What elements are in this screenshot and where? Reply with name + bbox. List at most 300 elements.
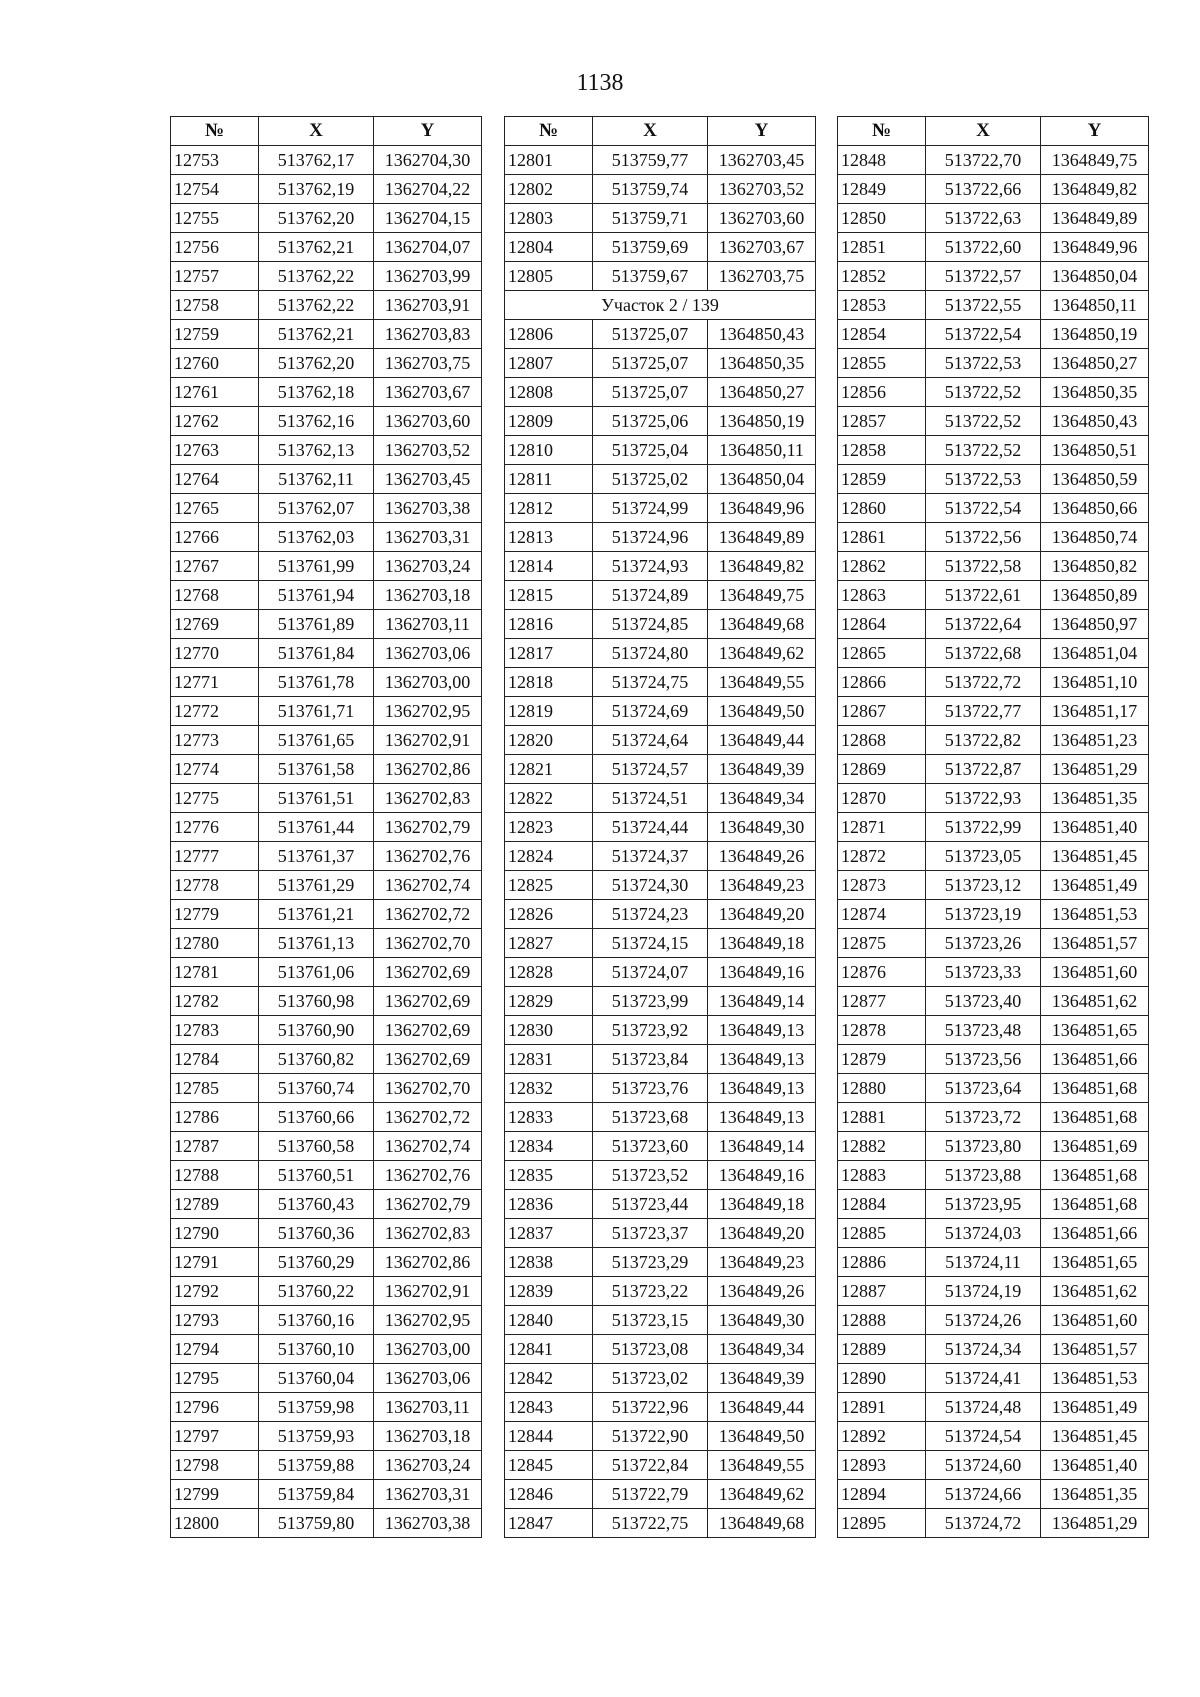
point-number: 12834 xyxy=(505,1132,593,1161)
point-number: 12753 xyxy=(171,146,259,175)
x-coordinate: 513759,69 xyxy=(593,233,708,262)
x-coordinate: 513761,06 xyxy=(259,958,374,987)
point-number: 12860 xyxy=(838,494,926,523)
x-coordinate: 513723,12 xyxy=(926,871,1041,900)
x-coordinate: 513725,02 xyxy=(593,465,708,494)
y-coordinate: 1362704,15 xyxy=(374,204,482,233)
table-row xyxy=(171,581,482,610)
point-number: 12844 xyxy=(505,1422,593,1451)
y-coordinate: 1362703,00 xyxy=(374,1335,482,1364)
x-coordinate: 513762,20 xyxy=(259,204,374,233)
y-coordinate: 1364851,57 xyxy=(1041,929,1149,958)
table-row xyxy=(505,1451,816,1480)
table-row xyxy=(171,1103,482,1132)
y-coordinate: 1362704,30 xyxy=(374,146,482,175)
x-coordinate: 513722,53 xyxy=(926,465,1041,494)
x-coordinate: 513722,70 xyxy=(926,146,1041,175)
point-number: 12879 xyxy=(838,1045,926,1074)
point-number: 12889 xyxy=(838,1335,926,1364)
table-row xyxy=(505,1480,816,1509)
point-number: 12845 xyxy=(505,1451,593,1480)
y-coordinate: 1364851,60 xyxy=(1041,958,1149,987)
table-row xyxy=(505,900,816,929)
x-coordinate: 513722,93 xyxy=(926,784,1041,813)
point-number: 12815 xyxy=(505,581,593,610)
table-row xyxy=(838,320,1149,349)
y-coordinate: 1364850,35 xyxy=(708,349,816,378)
point-number: 12847 xyxy=(505,1509,593,1538)
section-title: Участок 2 / 139 xyxy=(505,291,816,320)
table-row xyxy=(838,378,1149,407)
x-coordinate: 513723,02 xyxy=(593,1364,708,1393)
y-coordinate: 1364849,14 xyxy=(708,987,816,1016)
y-coordinate: 1364850,74 xyxy=(1041,523,1149,552)
y-coordinate: 1362703,60 xyxy=(374,407,482,436)
y-coordinate: 1362702,91 xyxy=(374,1277,482,1306)
point-number: 12782 xyxy=(171,987,259,1016)
table-row xyxy=(505,1277,816,1306)
y-coordinate: 1364849,30 xyxy=(708,1306,816,1335)
x-coordinate: 513722,57 xyxy=(926,262,1041,291)
x-coordinate: 513722,60 xyxy=(926,233,1041,262)
point-number: 12777 xyxy=(171,842,259,871)
table-row xyxy=(505,987,816,1016)
table-row xyxy=(171,175,482,204)
table-row xyxy=(838,668,1149,697)
x-coordinate: 513760,58 xyxy=(259,1132,374,1161)
y-coordinate: 1362702,70 xyxy=(374,929,482,958)
point-number: 12769 xyxy=(171,610,259,639)
table-row xyxy=(838,204,1149,233)
x-coordinate: 513722,84 xyxy=(593,1451,708,1480)
table-row xyxy=(838,1306,1149,1335)
y-coordinate: 1364849,23 xyxy=(708,1248,816,1277)
y-coordinate: 1364849,26 xyxy=(708,842,816,871)
x-coordinate: 513723,56 xyxy=(926,1045,1041,1074)
table-row xyxy=(171,1045,482,1074)
table-row xyxy=(505,784,816,813)
x-coordinate: 513761,99 xyxy=(259,552,374,581)
table-row xyxy=(838,987,1149,1016)
x-coordinate: 513762,16 xyxy=(259,407,374,436)
table-row xyxy=(838,726,1149,755)
x-coordinate: 513760,51 xyxy=(259,1161,374,1190)
x-coordinate: 513724,66 xyxy=(926,1480,1041,1509)
y-coordinate: 1364851,69 xyxy=(1041,1132,1149,1161)
y-coordinate: 1364850,35 xyxy=(1041,378,1149,407)
point-number: 12858 xyxy=(838,436,926,465)
point-number: 12893 xyxy=(838,1451,926,1480)
table-row xyxy=(838,784,1149,813)
y-coordinate: 1364849,39 xyxy=(708,1364,816,1393)
coordinates-table-2 xyxy=(504,116,816,1538)
point-number: 12853 xyxy=(838,291,926,320)
point-number: 12820 xyxy=(505,726,593,755)
x-coordinate: 513761,94 xyxy=(259,581,374,610)
point-number: 12779 xyxy=(171,900,259,929)
x-coordinate: 513722,82 xyxy=(926,726,1041,755)
y-coordinate: 1364851,66 xyxy=(1041,1219,1149,1248)
coordinates-table-3 xyxy=(837,116,1149,1538)
table-row xyxy=(505,1509,816,1538)
table-row xyxy=(171,900,482,929)
header-x: X xyxy=(593,117,708,146)
x-coordinate: 513759,93 xyxy=(259,1422,374,1451)
point-number: 12767 xyxy=(171,552,259,581)
x-coordinate: 513761,71 xyxy=(259,697,374,726)
x-coordinate: 513724,37 xyxy=(593,842,708,871)
x-coordinate: 513722,55 xyxy=(926,291,1041,320)
y-coordinate: 1364851,62 xyxy=(1041,987,1149,1016)
y-coordinate: 1364851,49 xyxy=(1041,871,1149,900)
point-number: 12771 xyxy=(171,668,259,697)
x-coordinate: 513722,52 xyxy=(926,407,1041,436)
table-row xyxy=(838,407,1149,436)
point-number: 12797 xyxy=(171,1422,259,1451)
point-number: 12865 xyxy=(838,639,926,668)
x-coordinate: 513760,29 xyxy=(259,1248,374,1277)
y-coordinate: 1362703,45 xyxy=(374,465,482,494)
y-coordinate: 1362703,52 xyxy=(374,436,482,465)
point-number: 12885 xyxy=(838,1219,926,1248)
table-row xyxy=(171,1451,482,1480)
table-row xyxy=(505,1248,816,1277)
y-coordinate: 1362703,06 xyxy=(374,639,482,668)
y-coordinate: 1362702,79 xyxy=(374,813,482,842)
y-coordinate: 1364851,68 xyxy=(1041,1190,1149,1219)
table-row xyxy=(505,1422,816,1451)
table-row xyxy=(838,1190,1149,1219)
point-number: 12855 xyxy=(838,349,926,378)
x-coordinate: 513723,44 xyxy=(593,1190,708,1219)
point-number: 12871 xyxy=(838,813,926,842)
point-number: 12763 xyxy=(171,436,259,465)
y-coordinate: 1364850,27 xyxy=(1041,349,1149,378)
x-coordinate: 513759,98 xyxy=(259,1393,374,1422)
table-row xyxy=(171,610,482,639)
table-row xyxy=(838,494,1149,523)
point-number: 12794 xyxy=(171,1335,259,1364)
point-number: 12800 xyxy=(171,1509,259,1538)
y-coordinate: 1364851,66 xyxy=(1041,1045,1149,1074)
x-coordinate: 513760,04 xyxy=(259,1364,374,1393)
y-coordinate: 1362703,24 xyxy=(374,552,482,581)
point-number: 12817 xyxy=(505,639,593,668)
y-coordinate: 1364849,89 xyxy=(708,523,816,552)
table-row xyxy=(171,552,482,581)
x-coordinate: 513725,07 xyxy=(593,378,708,407)
x-coordinate: 513722,87 xyxy=(926,755,1041,784)
x-coordinate: 513760,74 xyxy=(259,1074,374,1103)
y-coordinate: 1364850,04 xyxy=(708,465,816,494)
table-row xyxy=(171,523,482,552)
table-row xyxy=(838,871,1149,900)
x-coordinate: 513723,37 xyxy=(593,1219,708,1248)
y-coordinate: 1364850,89 xyxy=(1041,581,1149,610)
y-coordinate: 1364849,89 xyxy=(1041,204,1149,233)
table-row xyxy=(505,523,816,552)
x-coordinate: 513760,22 xyxy=(259,1277,374,1306)
table-row xyxy=(505,842,816,871)
x-coordinate: 513724,93 xyxy=(593,552,708,581)
table-row xyxy=(171,378,482,407)
y-coordinate: 1362702,79 xyxy=(374,1190,482,1219)
point-number: 12768 xyxy=(171,581,259,610)
point-number: 12765 xyxy=(171,494,259,523)
x-coordinate: 513761,65 xyxy=(259,726,374,755)
x-coordinate: 513762,11 xyxy=(259,465,374,494)
table-row xyxy=(171,1132,482,1161)
x-coordinate: 513724,11 xyxy=(926,1248,1041,1277)
y-coordinate: 1364849,55 xyxy=(708,1451,816,1480)
point-number: 12824 xyxy=(505,842,593,871)
x-coordinate: 513761,58 xyxy=(259,755,374,784)
table-row xyxy=(505,697,816,726)
x-coordinate: 513761,13 xyxy=(259,929,374,958)
table-row xyxy=(171,436,482,465)
y-coordinate: 1364851,17 xyxy=(1041,697,1149,726)
y-coordinate: 1362703,75 xyxy=(708,262,816,291)
y-coordinate: 1364849,20 xyxy=(708,1219,816,1248)
y-coordinate: 1364849,23 xyxy=(708,871,816,900)
point-number: 12833 xyxy=(505,1103,593,1132)
x-coordinate: 513724,48 xyxy=(926,1393,1041,1422)
y-coordinate: 1362704,22 xyxy=(374,175,482,204)
y-coordinate: 1362703,60 xyxy=(708,204,816,233)
point-number: 12884 xyxy=(838,1190,926,1219)
table-row xyxy=(838,146,1149,175)
y-coordinate: 1364850,19 xyxy=(1041,320,1149,349)
table-row xyxy=(838,1248,1149,1277)
x-coordinate: 513760,90 xyxy=(259,1016,374,1045)
x-coordinate: 513760,66 xyxy=(259,1103,374,1132)
point-number: 12880 xyxy=(838,1074,926,1103)
x-coordinate: 513723,22 xyxy=(593,1277,708,1306)
y-coordinate: 1364849,62 xyxy=(708,639,816,668)
table-row xyxy=(171,1277,482,1306)
x-coordinate: 513723,40 xyxy=(926,987,1041,1016)
x-coordinate: 513724,34 xyxy=(926,1335,1041,1364)
point-number: 12835 xyxy=(505,1161,593,1190)
y-coordinate: 1364849,82 xyxy=(708,552,816,581)
y-coordinate: 1364849,82 xyxy=(1041,175,1149,204)
table-row xyxy=(171,349,482,378)
y-coordinate: 1362703,24 xyxy=(374,1451,482,1480)
x-coordinate: 513725,04 xyxy=(593,436,708,465)
table-row xyxy=(505,1335,816,1364)
x-coordinate: 513722,77 xyxy=(926,697,1041,726)
y-coordinate: 1362702,83 xyxy=(374,1219,482,1248)
y-coordinate: 1364849,75 xyxy=(1041,146,1149,175)
y-coordinate: 1364849,13 xyxy=(708,1074,816,1103)
x-coordinate: 513760,82 xyxy=(259,1045,374,1074)
x-coordinate: 513724,75 xyxy=(593,668,708,697)
table-row xyxy=(171,1480,482,1509)
y-coordinate: 1364851,10 xyxy=(1041,668,1149,697)
table-row xyxy=(171,494,482,523)
point-number: 12818 xyxy=(505,668,593,697)
point-number: 12756 xyxy=(171,233,259,262)
point-number: 12882 xyxy=(838,1132,926,1161)
x-coordinate: 513724,80 xyxy=(593,639,708,668)
y-coordinate: 1362703,45 xyxy=(708,146,816,175)
y-coordinate: 1364849,18 xyxy=(708,929,816,958)
point-number: 12827 xyxy=(505,929,593,958)
y-coordinate: 1364850,43 xyxy=(1041,407,1149,436)
table-row xyxy=(505,1161,816,1190)
x-coordinate: 513761,84 xyxy=(259,639,374,668)
y-coordinate: 1362703,11 xyxy=(374,610,482,639)
point-number: 12790 xyxy=(171,1219,259,1248)
y-coordinate: 1362703,91 xyxy=(374,291,482,320)
point-number: 12828 xyxy=(505,958,593,987)
point-number: 12886 xyxy=(838,1248,926,1277)
point-number: 12809 xyxy=(505,407,593,436)
x-coordinate: 513762,22 xyxy=(259,291,374,320)
y-coordinate: 1362702,74 xyxy=(374,1132,482,1161)
y-coordinate: 1364851,57 xyxy=(1041,1335,1149,1364)
y-coordinate: 1364849,55 xyxy=(708,668,816,697)
x-coordinate: 513759,80 xyxy=(259,1509,374,1538)
y-coordinate: 1364851,40 xyxy=(1041,1451,1149,1480)
y-coordinate: 1364851,68 xyxy=(1041,1074,1149,1103)
point-number: 12894 xyxy=(838,1480,926,1509)
point-number: 12870 xyxy=(838,784,926,813)
point-number: 12780 xyxy=(171,929,259,958)
table-row xyxy=(171,1335,482,1364)
x-coordinate: 513760,36 xyxy=(259,1219,374,1248)
header-num: № xyxy=(838,117,926,146)
table-row xyxy=(171,204,482,233)
table-row xyxy=(838,436,1149,465)
x-coordinate: 513723,05 xyxy=(926,842,1041,871)
x-coordinate: 513761,78 xyxy=(259,668,374,697)
header-x: X xyxy=(926,117,1041,146)
x-coordinate: 513723,26 xyxy=(926,929,1041,958)
table-row xyxy=(505,465,816,494)
x-coordinate: 513723,80 xyxy=(926,1132,1041,1161)
y-coordinate: 1362703,75 xyxy=(374,349,482,378)
table-row xyxy=(505,1364,816,1393)
x-coordinate: 513722,99 xyxy=(926,813,1041,842)
table-row xyxy=(838,1509,1149,1538)
header-y: Y xyxy=(374,117,482,146)
table-row xyxy=(171,320,482,349)
table-row xyxy=(505,233,816,262)
point-number: 12869 xyxy=(838,755,926,784)
point-number: 12822 xyxy=(505,784,593,813)
point-number: 12755 xyxy=(171,204,259,233)
point-number: 12801 xyxy=(505,146,593,175)
point-number: 12804 xyxy=(505,233,593,262)
y-coordinate: 1362703,67 xyxy=(374,378,482,407)
y-coordinate: 1364851,40 xyxy=(1041,813,1149,842)
table-row xyxy=(505,1393,816,1422)
point-number: 12887 xyxy=(838,1277,926,1306)
x-coordinate: 513723,68 xyxy=(593,1103,708,1132)
x-coordinate: 513724,64 xyxy=(593,726,708,755)
x-coordinate: 513722,54 xyxy=(926,494,1041,523)
table-row xyxy=(505,755,816,784)
table-row xyxy=(838,929,1149,958)
y-coordinate: 1362702,70 xyxy=(374,1074,482,1103)
x-coordinate: 513759,67 xyxy=(593,262,708,291)
x-coordinate: 513722,66 xyxy=(926,175,1041,204)
table-row xyxy=(838,465,1149,494)
y-coordinate: 1364849,30 xyxy=(708,813,816,842)
x-coordinate: 513722,58 xyxy=(926,552,1041,581)
x-coordinate: 513725,07 xyxy=(593,320,708,349)
table-row xyxy=(838,349,1149,378)
table-row xyxy=(171,871,482,900)
x-coordinate: 513761,21 xyxy=(259,900,374,929)
y-coordinate: 1362702,69 xyxy=(374,1016,482,1045)
y-coordinate: 1364851,62 xyxy=(1041,1277,1149,1306)
table-row xyxy=(838,755,1149,784)
x-coordinate: 513724,96 xyxy=(593,523,708,552)
y-coordinate: 1364849,44 xyxy=(708,1393,816,1422)
table-row xyxy=(171,987,482,1016)
x-coordinate: 513761,89 xyxy=(259,610,374,639)
y-coordinate: 1364849,18 xyxy=(708,1190,816,1219)
point-number: 12891 xyxy=(838,1393,926,1422)
table-row xyxy=(171,1074,482,1103)
y-coordinate: 1364849,13 xyxy=(708,1016,816,1045)
y-coordinate: 1364851,65 xyxy=(1041,1248,1149,1277)
point-number: 12864 xyxy=(838,610,926,639)
x-coordinate: 513723,84 xyxy=(593,1045,708,1074)
point-number: 12851 xyxy=(838,233,926,262)
table-row xyxy=(171,784,482,813)
point-number: 12830 xyxy=(505,1016,593,1045)
y-coordinate: 1362703,31 xyxy=(374,523,482,552)
x-coordinate: 513722,63 xyxy=(926,204,1041,233)
x-coordinate: 513723,60 xyxy=(593,1132,708,1161)
table-row xyxy=(838,1103,1149,1132)
y-coordinate: 1364849,20 xyxy=(708,900,816,929)
y-coordinate: 1362703,83 xyxy=(374,320,482,349)
header-x: X xyxy=(259,117,374,146)
x-coordinate: 513725,07 xyxy=(593,349,708,378)
table-row xyxy=(171,233,482,262)
table-row xyxy=(171,813,482,842)
point-number: 12857 xyxy=(838,407,926,436)
x-coordinate: 513724,54 xyxy=(926,1422,1041,1451)
y-coordinate: 1362702,72 xyxy=(374,900,482,929)
x-coordinate: 513722,52 xyxy=(926,436,1041,465)
y-coordinate: 1364849,26 xyxy=(708,1277,816,1306)
table-row xyxy=(171,1306,482,1335)
table-row xyxy=(171,1393,482,1422)
point-number: 12866 xyxy=(838,668,926,697)
point-number: 12773 xyxy=(171,726,259,755)
table-row xyxy=(505,726,816,755)
point-number: 12791 xyxy=(171,1248,259,1277)
point-number: 12841 xyxy=(505,1335,593,1364)
table-row xyxy=(171,1219,482,1248)
x-coordinate: 513724,99 xyxy=(593,494,708,523)
table-row xyxy=(505,1103,816,1132)
table-row xyxy=(838,639,1149,668)
header-y: Y xyxy=(1041,117,1149,146)
table-row xyxy=(171,958,482,987)
point-number: 12757 xyxy=(171,262,259,291)
y-coordinate: 1362703,99 xyxy=(374,262,482,291)
y-coordinate: 1362703,06 xyxy=(374,1364,482,1393)
page-number: 1138 xyxy=(576,70,624,96)
table-row xyxy=(838,1016,1149,1045)
point-number: 12758 xyxy=(171,291,259,320)
